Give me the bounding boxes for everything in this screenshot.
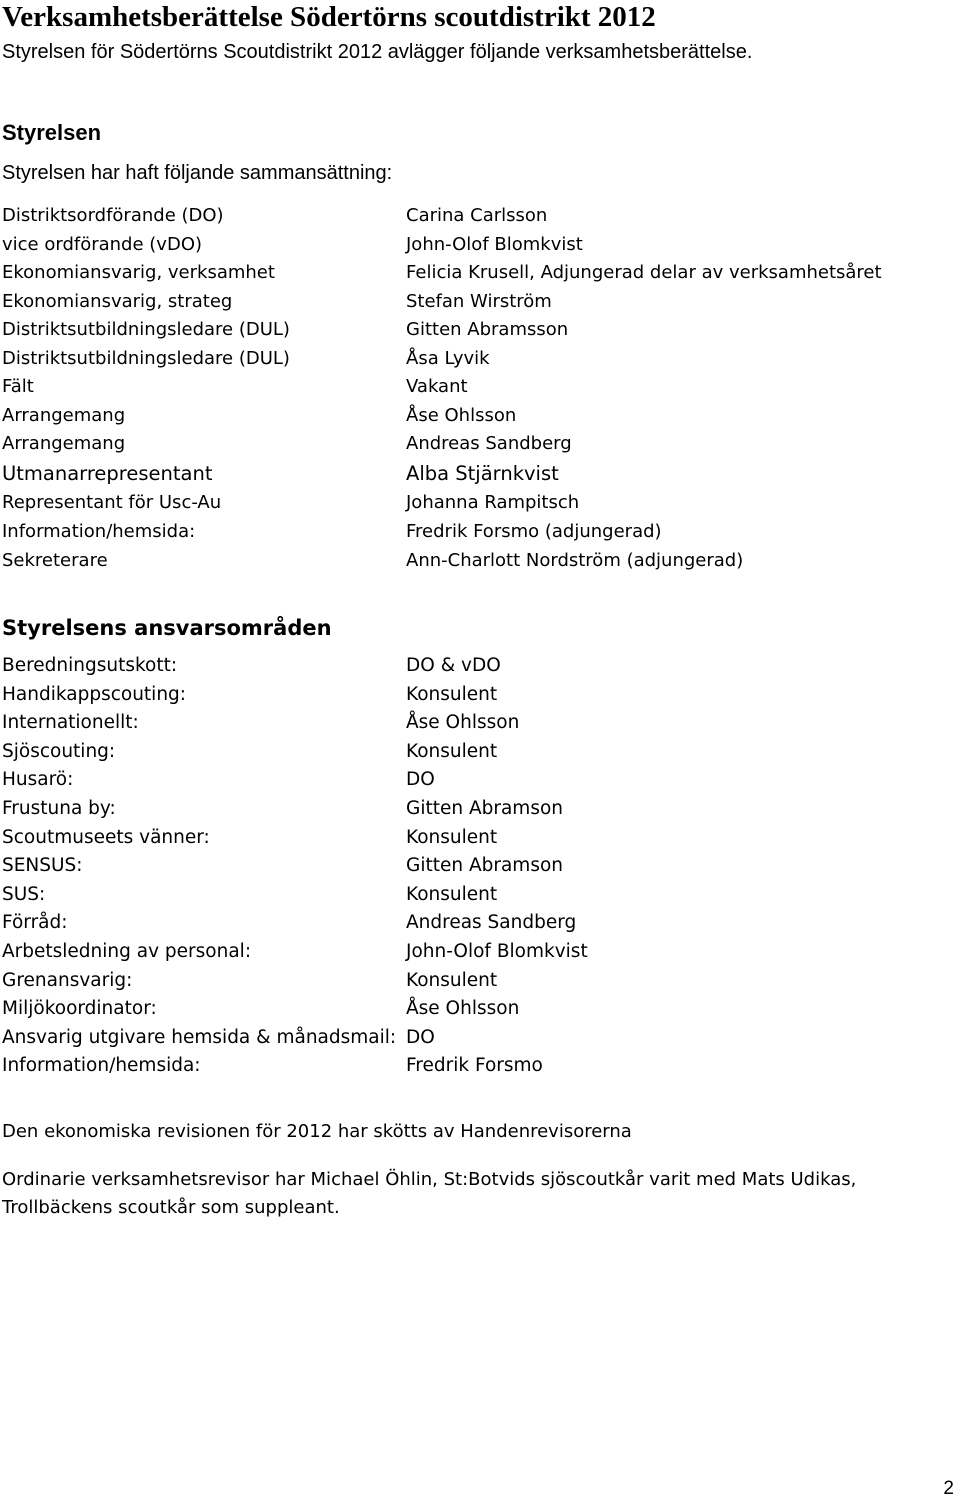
board-member-role: vice ordförande (vDO) (2, 233, 203, 255)
responsibility-owner: Gitten Abramson (406, 798, 564, 819)
responsibility-owner: Konsulent (406, 883, 498, 905)
board-subheading: Styrelsen har haft följande sammansättning: (2, 162, 393, 184)
board-member-name: Åsa Lyvik (406, 347, 490, 369)
responsibility-area: Förråd: (2, 912, 68, 934)
auditor-paragraph: Ordinarie verksamhetsrevisor har Michael Öhlin, St:Botvids sjöscoutkår varit med Mats Udikas, Trollbäckens scoutkår som suppleant. (2, 1169, 857, 1218)
responsibility-row (0, 1052, 960, 1080)
responsibility-area: Internationellt: (2, 712, 139, 734)
board-member-name: Felicia Krusell, Adjungerad delar av verksamhetsåret (406, 262, 882, 283)
board-member-name: Stefan Wirström (406, 290, 552, 312)
responsibility-row (0, 881, 960, 909)
board-member-row (0, 259, 960, 287)
responsibility-row (0, 1024, 960, 1052)
board-member-role: Ekonomiansvarig, verksamhet (2, 262, 275, 283)
responsibility-area: Frustuna by: (2, 798, 116, 819)
responsibility-row (0, 766, 960, 794)
board-member-role: Sekreterare (2, 549, 108, 571)
responsibility-area: Scoutmuseets vänner: (2, 826, 210, 848)
board-member-row (0, 373, 960, 401)
responsibility-row (0, 652, 960, 680)
responsibility-area: Sjöscouting: (2, 740, 116, 762)
responsibility-owner: Konsulent (406, 683, 498, 705)
responsibility-owner: John-Olof Blomkvist (406, 941, 588, 962)
document-title: Verksamhetsberättelse Södertörns scoutdistrikt 2012 (2, 1, 656, 33)
board-member-role: Distriktsordförande (DO) (2, 205, 224, 226)
board-member-role: Information/hemsida: (2, 521, 196, 542)
responsibility-area: Information/hemsida: (2, 1055, 201, 1077)
responsibility-owner: Åse Ohlsson (406, 998, 520, 1020)
responsibility-row (0, 938, 960, 966)
responsibility-area: Arbetsledning av personal: (2, 941, 252, 962)
responsibility-area: Husarö: (2, 769, 74, 791)
responsibility-area: SUS: (2, 883, 46, 905)
board-member-name: Åse Ohlsson (406, 404, 517, 426)
board-member-role: Utmanarrepresentant (2, 461, 213, 485)
responsibility-row (0, 995, 960, 1023)
board-member-name: Gitten Abramsson (406, 319, 569, 340)
board-heading: Styrelsen (2, 120, 102, 145)
audit-paragraph: Den ekonomiska revisionen för 2012 har skötts av Handenrevisorerna (2, 1121, 632, 1142)
responsibility-area: Miljökoordinator: (2, 998, 157, 1020)
board-member-row (0, 345, 960, 373)
responsibility-owner: Fredrik Forsmo (406, 1055, 543, 1077)
board-member-row (0, 430, 960, 458)
intro-text: Styrelsen för Södertörns Scoutdistrikt 2012 avlägger följande verksamhetsberättelse. (2, 41, 753, 63)
responsibilities-heading: Styrelsens ansvarsområden (2, 616, 332, 640)
board-member-role: Fält (2, 376, 34, 397)
responsibility-owner: Gitten Abramson (406, 855, 564, 877)
board-member-role: Representant för Usc-Au (2, 492, 222, 513)
responsibility-area: SENSUS: (2, 855, 83, 877)
responsibility-row (0, 909, 960, 937)
board-member-row (0, 489, 960, 517)
board-member-name: Carina Carlsson (406, 205, 548, 226)
responsibility-owner: Konsulent (406, 826, 498, 848)
board-member-name: John-Olof Blomkvist (406, 233, 583, 255)
responsibility-owner: Konsulent (406, 740, 498, 762)
board-member-name: Alba Stjärnkvist (406, 461, 559, 485)
responsibility-row (0, 967, 960, 995)
board-member-role: Arrangemang (2, 404, 126, 426)
responsibility-owner: Andreas Sandberg (406, 912, 577, 934)
responsibility-area: Grenansvarig: (2, 969, 133, 991)
responsibility-area: Handikappscouting: (2, 683, 187, 705)
board-member-row (0, 460, 960, 488)
responsibility-area: Ansvarig utgivare hemsida & månadsmail: (2, 1026, 397, 1048)
board-member-row (0, 202, 960, 230)
board-member-row (0, 518, 960, 546)
board-member-row (0, 316, 960, 344)
responsibility-owner: Konsulent (406, 969, 498, 991)
responsibility-row (0, 709, 960, 737)
board-member-name: Ann-Charlott Nordström (adjungerad) (406, 549, 744, 571)
board-member-name: Andreas Sandberg (406, 433, 572, 454)
board-member-name: Fredrik Forsmo (adjungerad) (406, 521, 662, 542)
board-member-name: Vakant (406, 376, 468, 397)
responsibility-row (0, 852, 960, 880)
responsibility-owner: Åse Ohlsson (406, 712, 520, 734)
responsibility-area: Beredningsutskott: (2, 655, 178, 676)
board-member-role: Ekonomiansvarig, strateg (2, 290, 233, 312)
page-number: 2 (943, 1478, 954, 1499)
board-member-row (0, 402, 960, 430)
responsibility-row (0, 738, 960, 766)
responsibility-row (0, 795, 960, 823)
responsibility-row (0, 824, 960, 852)
board-member-role: Distriktsutbildningsledare (DUL) (2, 319, 290, 340)
board-member-row (0, 231, 960, 259)
responsibility-owner: DO & vDO (406, 655, 501, 676)
board-member-role: Arrangemang (2, 433, 126, 454)
board-member-name: Johanna Rampitsch (406, 492, 580, 513)
responsibility-owner: DO (406, 1026, 435, 1048)
responsibility-row (0, 681, 960, 709)
responsibility-owner: DO (406, 769, 435, 791)
board-member-role: Distriktsutbildningsledare (DUL) (2, 347, 290, 369)
board-member-row (0, 547, 960, 575)
board-member-row (0, 288, 960, 316)
